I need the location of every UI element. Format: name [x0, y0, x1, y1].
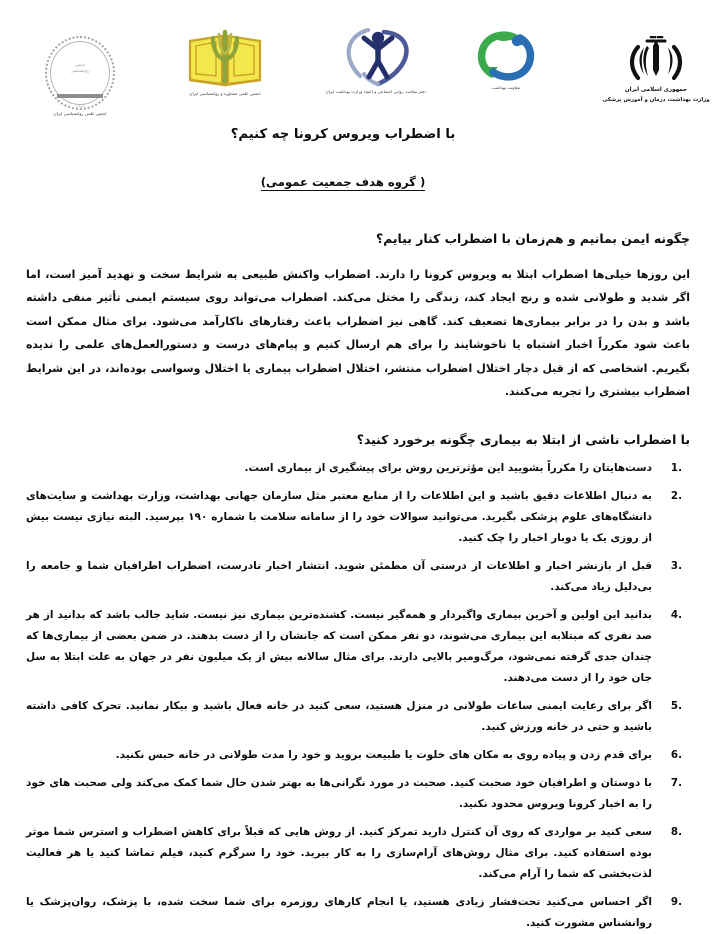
list-item: قبل از بازنشر اخبار و اطلاعات از درستی آن مطمئن شوید. انتشار اخبار نادرست، اضطراب اطرافیان شما و جامعه را بی‌دلیل زیاد می‌کند.	[26, 560, 652, 594]
seal-inner-line-2: روانشناسی	[70, 67, 90, 73]
list-item: سعی کنید بر مواردی که روی آن کنترل دارید تمرکز کنید. از روش هایی که قبلاً برای کاهش اضطراب و استرس شما موثر بوده استفاده کنید. برای مثال روش‌های آرام‌سازی را به کار ببرید. خود را سرگرم کنید، فیلم تماشا کنید یا هر فعالیت لذت‌بخشی که شما را آرام می‌کند.	[26, 826, 652, 881]
iran-ministry-of-health-emblem-icon	[600, 36, 712, 105]
seal-caption: انجمن علمی روانشناسی ایران	[53, 111, 107, 116]
emblem-caption-line-2: وزارت بهداشت، درمان و آموزش پزشکی	[602, 96, 710, 103]
iranian-psychology-association-seal-icon	[38, 36, 122, 116]
emblem-caption-line-1: جمهوری اسلامی ایران	[624, 87, 688, 93]
list-item: دست‌هایتان را مکرراً بشویید این مؤثرترین روش برای پیشگیری از بیماری است.	[244, 462, 652, 475]
tips-list	[0, 458, 716, 934]
book-logo-caption: انجمن علمی مشاوره و روانشناسی ایران	[189, 91, 261, 96]
seal-inner-line-1: انجمن	[74, 62, 86, 67]
intro-paragraph: این روزها خیلی‌ها اضطراب ابتلا به ویروس کرونا را دارند. اضطراب واکنش طبیعی به شرایط سخت و تهدید آمیز است، اما اگر شدید و طولانی شده و رنج ایجاد کند، زندگی را مختل می‌کند. اضطراب می‌تواند روی سیستم ایمنی تأثیر منفی داشته باشد و بدن را در برابر بیماری‌ها تضعیف کند. گاهی نیز اضطراب باعث رفتارهای ناکارآمد می‌شود. برای مثال ممکن است باعث شود مکرراً اخبار اشتباه یا ناخوشایند را برای هم ارسال کنیم و پیام‌های درست و دستورالعمل‌های علمی را ندیده بگیریم. اشخاصی که از قبل دچار اختلال اضطراب منتشر، اختلال اضطراب بیماری یا اختلال وسواسی بوده‌اند، در این شرایط اضطراب بیشتری را تجربه می‌کنند.	[26, 267, 690, 398]
list-item: برای قدم زدن و پیاده روی به مکان های خلوت یا طبیعت بروید و خود را مدت طولانی در خانه حبس نکنید.	[115, 749, 652, 762]
page-subtitle	[26, 173, 690, 192]
psychology-book-logo-icon	[176, 28, 274, 96]
list-item: اگر برای رعایت ایمنی ساعات طولانی در منزل هستید، سعی کنید در خانه فعال باشید و بیکار نمانید. تحرک کافی داشته باشید و حتی در خانه ورزش کنید.	[26, 700, 652, 734]
list-item: با دوستان و اطرافیان خود صحبت کنید. صحبت در مورد نگرانی‌ها به بهتر شدن حال شما کمک می‌کند ولی صحبت های خود را به اخبار کرونا ویروس محدود نکنید.	[26, 777, 652, 811]
list-item: اگر احساس می‌کنید تحت‌فشار زیادی هستید، یا انجام کارهای روزمره برای شما سخت شده، با پزشک، روان‌پزشک یا روانشناس مشورت کنید.	[26, 896, 652, 930]
list-item: به دنبال اطلاعات دقیق باشید و این اطلاعات را از منابع معتبر مثل سازمان جهانی بهداشت، وزارت بهداشت و سایت‌های دانشگاه‌های علوم پزشکی بگیرید. می‌توانید سوالات خود را از سامانه سلامت با شماره ۱۹۰ بپرسید. البته نیازی نیست بیش از روزی یک یا دوبار اخبار را چک کنید.	[26, 490, 652, 545]
figure-logo-caption: دفتر سلامت روانی اجتماعی و اعتیاد وزارت بهداشت ایران	[325, 89, 426, 94]
logo-header-strip	[0, 0, 716, 118]
list-item: بدانید این اولین و آخرین بیماری واگیردار و همه‌گیر نیست. کشنده‌ترین بیماری نیز نیست. شاید جالب باشد که بدانید از هر صد نفری که مبتلابه این بیماری می‌شوند، دو نفر ممکن است که جانشان را از دست بدهند. در ضمن بعضی از بیماری‌ها که چندان جدی گرفته نمی‌شود، مرگ‌ومیر بالایی دارند. برای مثال سالانه بیش از یک میلیون نفر در جهان به علت ابتلا به سل جان خود را از دست می‌دهند.	[26, 609, 652, 685]
page-title: با اضطراب ویروس کرونا چه کنیم؟	[230, 127, 456, 142]
health-deputy-logo-icon	[458, 28, 554, 90]
apple-logo-caption: معاونت بهداشت	[491, 85, 521, 90]
page-subtitle-text: ( گروه هدف جمعیت عمومی)	[260, 175, 426, 190]
section-heading-coping: با اضطراب ناشی از ابتلا به بیماری چگونه برخورد کنید؟	[356, 432, 690, 448]
section-heading-intro: چگونه ایمن بمانیم و هم‌زمان با اضطراب کنار بیایم؟	[376, 230, 690, 246]
title-block	[0, 124, 716, 192]
seal-foot-text: ایران	[76, 104, 84, 109]
mental-health-figure-logo-icon	[325, 24, 426, 94]
